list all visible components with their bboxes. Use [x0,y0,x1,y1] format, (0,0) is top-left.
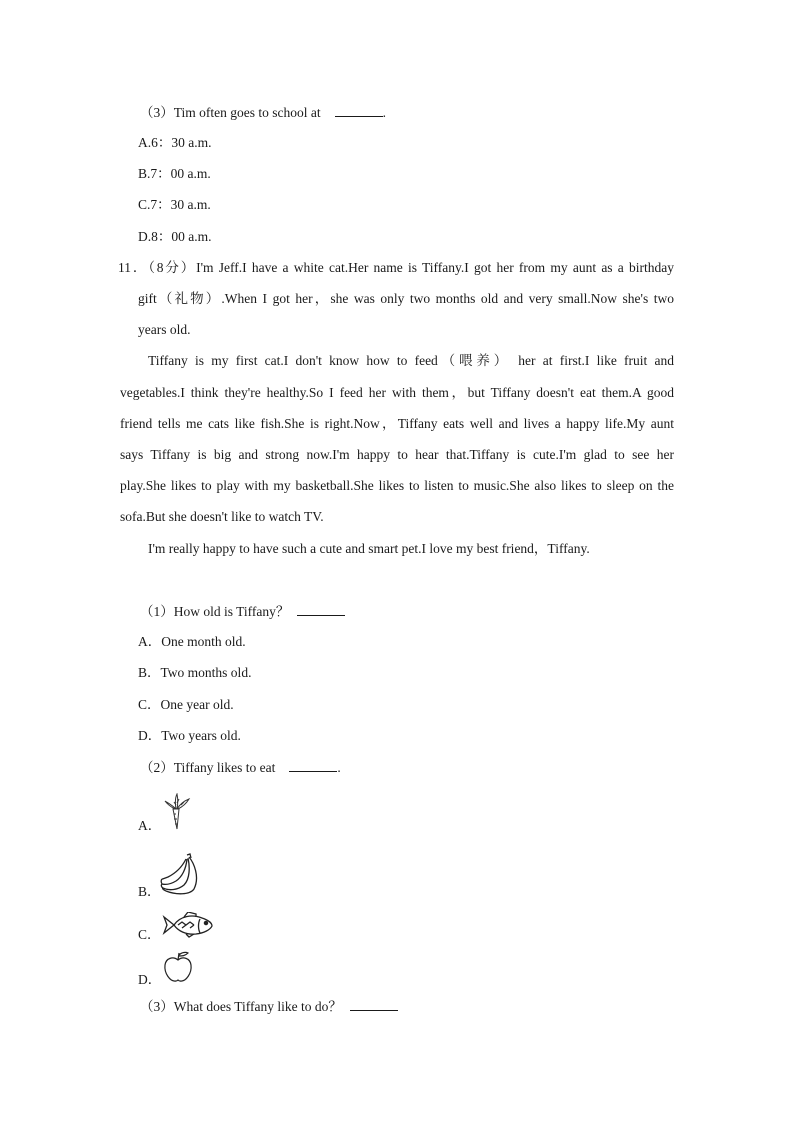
q11-sub3-stem: （3）What does Tiffany like to do？ [140,998,398,1015]
q11-sub1-option-b[interactable]: B．Two months old. [138,665,252,680]
q11-intro-line-3: years old. [138,322,191,337]
q11-sub1-stem: （1）How old is Tiffany？ [140,603,345,620]
answer-blank[interactable] [335,104,383,117]
fish-icon[interactable] [162,912,214,938]
q11-intro-line-1: 11．（8分）I'm Jeff.I have a white cat.Her name is Tiffany.I got her from my aunt as a birthday [118,260,674,275]
q11-para2-line-2: vegetables.I think they're healthy.So I feed her with them，but Tiffany doesn't eat them.A good [120,385,674,400]
q11-sub2-option-a-label[interactable]: A． [138,818,162,833]
q11-sub2-option-b-label[interactable]: B． [138,884,161,899]
q11-para3: I'm really happy to have such a cute and smart pet.I love my best friend，Tiffany. [148,541,590,556]
q11-sub1-option-c[interactable]: C．One year old. [138,697,234,712]
q10-option-d[interactable]: D.8：00 a.m. [138,229,212,244]
q11-para2-line-5: play.She likes to play with my basketball.She likes to listen to music.She also likes to sleep on the [120,478,674,493]
q11-sub1-option-d[interactable]: D．Two years old. [138,728,241,743]
q11-sub1-option-a[interactable]: A．One month old. [138,634,246,649]
answer-blank[interactable] [297,603,345,616]
q10-option-a[interactable]: A.6：30 a.m. [138,135,212,150]
carrot-icon[interactable] [162,793,192,831]
q11-sub2-option-d-label[interactable]: D． [138,972,162,987]
answer-blank[interactable] [289,759,337,772]
q11-para2-line-3: friend tells me cats like fish.She is right.Now，Tiffany eats well and lives a happy life.My aunt [120,416,674,431]
q11-sub2-stem: （2）Tiffany likes to eat . [140,760,341,775]
q11-intro-line-2: gift（礼物）.When I got her，she was only two months old and very small.Now she's two [138,291,674,306]
apple-icon[interactable] [163,951,193,983]
q10-option-c[interactable]: C.7：30 a.m. [138,197,211,212]
answer-blank[interactable] [350,998,398,1011]
q10-option-b[interactable]: B.7：00 a.m. [138,166,211,181]
q11-para2-line-4: says Tiffany is big and strong now.I'm happy to hear that.Tiffany is cute.I'm glad to see her [120,447,674,462]
q11-para2-line-1: Tiffany is my first cat.I don't know how to feed（喂养） her at first.I like fruit and [148,353,674,368]
banana-icon[interactable] [160,853,202,897]
q11-sub2-option-c-label[interactable]: C． [138,927,161,942]
q11-para2-line-6: sofa.But she doesn't like to watch TV. [120,509,324,524]
q10-sub3-stem: （3）Tim often goes to school at . [140,105,386,120]
